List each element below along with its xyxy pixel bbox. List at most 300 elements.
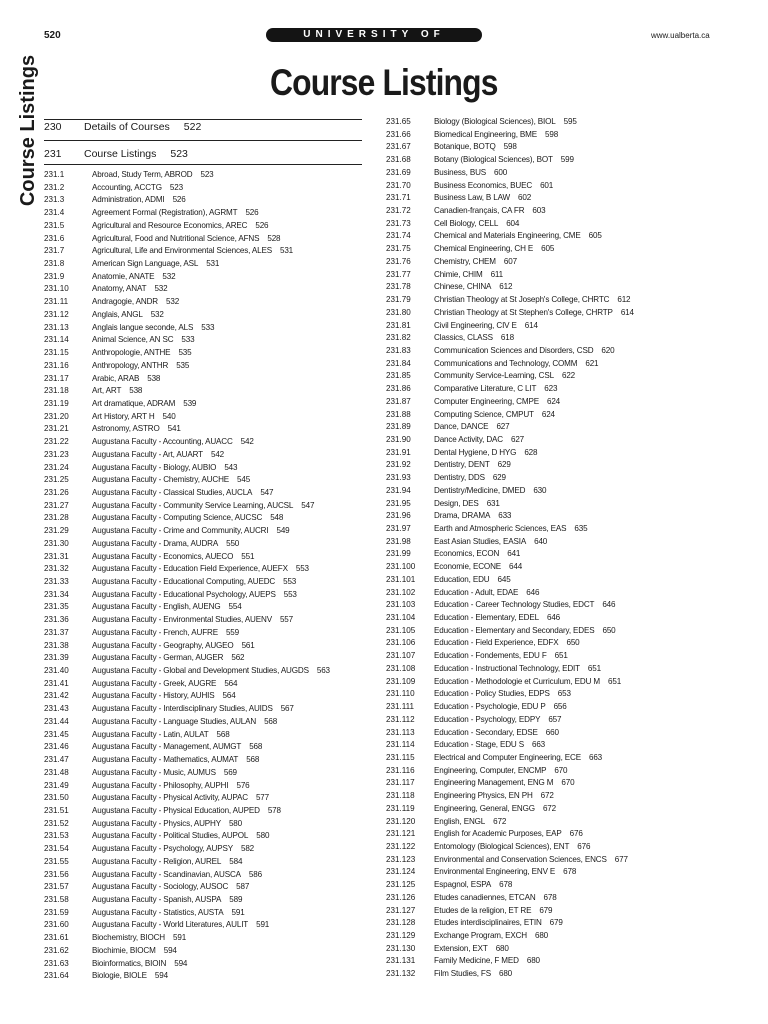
course-listing-item[interactable] xyxy=(386,650,726,663)
course-listing-item[interactable] xyxy=(386,523,726,536)
course-listing-name xyxy=(434,243,554,256)
course-listing-item[interactable] xyxy=(386,294,726,307)
course-listing-item[interactable] xyxy=(44,360,364,373)
course-listing-item[interactable] xyxy=(44,182,364,195)
course-listing-item[interactable] xyxy=(44,334,364,347)
course-listing-code: 231.25 xyxy=(44,475,69,485)
course-listing-item[interactable] xyxy=(44,716,364,729)
course-listing-page: 533 xyxy=(181,335,195,345)
course-listing-name xyxy=(92,856,242,869)
course-listing-name-text: Augustana Faculty - Computing Science, AUCSC xyxy=(92,513,263,523)
course-listing-item[interactable] xyxy=(386,218,726,231)
course-listing-code: 231.98 xyxy=(386,536,411,546)
course-listing-name-text: Augustana Faculty - Community Service Learning, AUCSL xyxy=(92,500,294,510)
course-listing-name-text: Augustana Faculty - Management, AUMGT xyxy=(92,742,242,752)
course-listing-page: 679 xyxy=(549,918,563,928)
course-listing-name-text: Biochimie, BIOCM xyxy=(92,945,156,955)
course-listing-name xyxy=(92,576,296,589)
course-listing-name-text: Computer Engineering, CMPE xyxy=(434,396,539,406)
page-title: Course Listings xyxy=(270,62,498,103)
course-listing-page: 540 xyxy=(162,411,176,421)
course-listing-name-text: Augustana Faculty - Crime and Community, AUCRI xyxy=(92,526,269,536)
course-listing-name-text: Augustana Faculty - Geography, AUGEO xyxy=(92,640,234,650)
course-listing-item[interactable] xyxy=(386,192,726,205)
course-listing-item[interactable] xyxy=(386,714,726,727)
course-list-left xyxy=(44,169,364,983)
course-listing-item[interactable] xyxy=(386,879,726,892)
course-listing-code: 231.84 xyxy=(386,358,411,368)
course-listing-name-text: English for Academic Purposes, EAP xyxy=(434,829,562,839)
course-listing-page: 589 xyxy=(229,894,243,904)
course-listing-code: 231.124 xyxy=(386,867,416,877)
course-listing-name xyxy=(434,129,558,142)
course-listing-name xyxy=(92,601,242,614)
course-listing-name xyxy=(434,459,511,472)
course-listing-name-text: Comparative Literature, C LIT xyxy=(434,384,537,394)
course-listing-item[interactable] xyxy=(386,943,726,956)
course-listing-name-text: Business Economics, BUEC xyxy=(434,180,533,190)
course-listing-page: 576 xyxy=(236,780,250,790)
course-listing-name xyxy=(434,230,602,243)
course-listing-name xyxy=(434,218,519,231)
course-listing-item[interactable] xyxy=(44,856,364,869)
course-listing-page: 584 xyxy=(229,856,243,866)
course-listing-item[interactable] xyxy=(44,271,364,284)
course-listing-item[interactable] xyxy=(44,220,364,233)
course-listing-item[interactable] xyxy=(44,525,364,538)
course-listing-code: 231.68 xyxy=(386,155,411,165)
course-listing-item[interactable] xyxy=(386,905,726,918)
course-listing-name-text: Augustana Faculty - Art, AUART xyxy=(92,449,203,459)
course-listing-item[interactable] xyxy=(386,917,726,930)
course-listing-item[interactable] xyxy=(386,866,726,879)
course-listing-name-text: Agreement Formal (Registration), AGRMT xyxy=(92,208,238,218)
course-listing-name-text: Espagnol, ESPA xyxy=(434,880,492,890)
course-listing-item[interactable] xyxy=(44,487,364,500)
course-listing-name xyxy=(92,627,239,640)
course-listing-item[interactable] xyxy=(44,627,364,640)
course-listing-item[interactable] xyxy=(386,574,726,587)
course-listing-item[interactable] xyxy=(44,805,364,818)
course-listing-name xyxy=(434,739,545,752)
course-listing-page: 564 xyxy=(224,678,238,688)
course-listing-code: 231.17 xyxy=(44,373,69,383)
course-listing-page: 532 xyxy=(150,309,164,319)
course-listing-name xyxy=(92,322,214,335)
course-listing-item[interactable] xyxy=(386,472,726,485)
course-listing-item[interactable] xyxy=(44,474,364,487)
course-listing-code: 231.48 xyxy=(44,767,69,777)
course-listing-name-text: Biologie, BIOLE xyxy=(92,971,147,981)
course-listing-name xyxy=(434,905,552,918)
course-listing-item[interactable] xyxy=(386,447,726,460)
course-listing-code: 231.109 xyxy=(386,676,416,686)
course-listing-code: 231.37 xyxy=(44,627,69,637)
course-listing-item[interactable] xyxy=(386,701,726,714)
course-listing-item[interactable] xyxy=(386,358,726,371)
course-listing-item[interactable] xyxy=(386,320,726,333)
course-listing-name-text: Augustana Faculty - Psychology, AUPSY xyxy=(92,844,233,854)
course-listing-item[interactable] xyxy=(44,919,364,932)
course-listing-code: 231.52 xyxy=(44,818,69,828)
course-listing-name-text: Etudes interdisciplinaires, ETIN xyxy=(434,918,542,928)
course-listing-item[interactable] xyxy=(44,843,364,856)
course-listing-item[interactable] xyxy=(386,828,726,841)
course-listing-name-text: Engineering, General, ENGG xyxy=(434,803,535,813)
course-listing-item[interactable] xyxy=(44,729,364,742)
course-listing-item[interactable] xyxy=(386,205,726,218)
course-listing-name-text: Augustana Faculty - Religion, AUREL xyxy=(92,856,222,866)
course-listing-item[interactable] xyxy=(44,258,364,271)
course-listing-item[interactable] xyxy=(44,309,364,322)
course-listing-item[interactable] xyxy=(44,194,364,207)
course-listing-item[interactable] xyxy=(44,601,364,614)
course-listing-item[interactable] xyxy=(386,625,726,638)
course-listing-code: 231.2 xyxy=(44,182,65,192)
course-listing-item[interactable] xyxy=(386,485,726,498)
course-listing-code: 231.102 xyxy=(386,587,416,597)
course-listing-item[interactable] xyxy=(44,551,364,564)
course-listing-item[interactable] xyxy=(386,854,726,867)
course-listing-item[interactable] xyxy=(386,141,726,154)
course-listing-item[interactable] xyxy=(386,396,726,409)
course-listing-page: 594 xyxy=(154,971,168,981)
course-listing-item[interactable] xyxy=(386,803,726,816)
course-listing-name xyxy=(92,869,262,882)
course-listing-code: 231.16 xyxy=(44,360,69,370)
course-listing-name-text: Augustana Faculty - French, AUFRE xyxy=(92,627,218,637)
course-listing-item[interactable] xyxy=(44,945,364,958)
course-listing-item[interactable] xyxy=(44,449,364,462)
toc-page: 523 xyxy=(170,148,188,160)
course-listing-page: 611 xyxy=(490,269,504,279)
course-listing-page: 624 xyxy=(541,409,555,419)
course-listing-item[interactable] xyxy=(44,958,364,971)
course-listing-name-text: Andragogie, ANDR xyxy=(92,297,158,307)
course-listing-item[interactable] xyxy=(386,243,726,256)
course-listing-item[interactable] xyxy=(386,370,726,383)
course-listing-code: 231.23 xyxy=(44,449,69,459)
course-listing-name xyxy=(434,294,630,307)
course-listing-item[interactable] xyxy=(386,383,726,396)
course-listing-item[interactable] xyxy=(44,207,364,220)
course-listing-page: 629 xyxy=(497,460,511,470)
course-listing-code: 231.107 xyxy=(386,651,416,661)
course-listing-name-text: Augustana Faculty - History, AUHIS xyxy=(92,691,215,701)
course-listing-item[interactable] xyxy=(386,663,726,676)
toc-entry-details[interactable] xyxy=(44,121,362,139)
course-listing-code: 231.20 xyxy=(44,411,69,421)
course-listing-item[interactable] xyxy=(386,955,726,968)
course-listing-name-text: Anatomy, ANAT xyxy=(92,284,147,294)
course-listing-item[interactable] xyxy=(44,932,364,945)
course-listing-page: 614 xyxy=(524,320,538,330)
course-listing-item[interactable] xyxy=(44,703,364,716)
course-listing-item[interactable] xyxy=(386,727,726,740)
side-title-text: Course Listings xyxy=(17,54,40,206)
course-listing-item[interactable] xyxy=(386,637,726,650)
course-listing-name-text: Augustana Faculty - Drama, AUDRA xyxy=(92,538,219,548)
course-listing-item[interactable] xyxy=(386,587,726,600)
course-listing-item[interactable] xyxy=(44,576,364,589)
course-listing-name xyxy=(92,398,196,411)
course-listing-name xyxy=(434,281,512,294)
course-listing-item[interactable] xyxy=(44,462,364,475)
toc-page: 522 xyxy=(183,121,202,133)
course-listing-code: 231.83 xyxy=(386,345,411,355)
course-listing-name-text: Administration, ADMI xyxy=(92,195,165,205)
course-listing-code: 231.81 xyxy=(386,320,411,330)
course-listing-item[interactable] xyxy=(44,780,364,793)
course-listing-name-text: Chemistry, CHEM xyxy=(434,256,496,266)
course-listing-name xyxy=(434,701,567,714)
course-listing-item[interactable] xyxy=(44,869,364,882)
course-list-right xyxy=(386,116,726,981)
course-listing-item[interactable] xyxy=(386,421,726,434)
course-listing-item[interactable] xyxy=(386,816,726,829)
course-listing-code: 231.31 xyxy=(44,551,69,561)
course-listing-name-text: Arabic, ARAB xyxy=(92,373,140,383)
university-banner: UNIVERSITY OF ALBERTA xyxy=(266,28,482,42)
course-listing-item[interactable] xyxy=(44,563,364,576)
course-listing-page: 670 xyxy=(561,778,575,788)
course-listing-item[interactable] xyxy=(386,434,726,447)
course-listing-page: 646 xyxy=(526,587,540,597)
course-listing-code: 231.125 xyxy=(386,880,416,890)
course-listing-name xyxy=(92,436,254,449)
toc-number: 230 xyxy=(44,121,62,133)
course-listing-page: 607 xyxy=(503,256,517,266)
course-listing-item[interactable] xyxy=(386,345,726,358)
course-listing-item[interactable] xyxy=(44,792,364,805)
course-listing-item[interactable] xyxy=(386,256,726,269)
course-listing-page: 526 xyxy=(255,220,269,230)
course-listing-name-text: Augustana Faculty - Classical Studies, AUCLA xyxy=(92,487,253,497)
course-listing-item[interactable] xyxy=(44,347,364,360)
course-listing-name-text: Communications and Technology, COMM xyxy=(434,358,578,368)
page-number: 520 xyxy=(44,30,61,41)
course-listing-name xyxy=(434,930,548,943)
course-listing-code: 231.66 xyxy=(386,129,411,139)
course-listing-name-text: Family Medicine, F MED xyxy=(434,956,519,966)
course-listing-page: 646 xyxy=(546,613,561,623)
course-listing-code: 231.36 xyxy=(44,615,69,625)
course-listing-name-text: Augustana Faculty - Physics, AUPHY xyxy=(92,818,221,828)
course-listing-name xyxy=(434,777,574,790)
course-listing-code: 231.6 xyxy=(44,233,65,243)
toc-bottom-rule xyxy=(44,164,362,165)
course-listing-code: 231.29 xyxy=(44,526,69,536)
course-listing-name xyxy=(92,347,192,360)
course-listing-page: 618 xyxy=(500,333,514,343)
course-listing-item[interactable] xyxy=(386,269,726,282)
course-listing-code: 231.53 xyxy=(44,831,69,841)
course-listing-item[interactable] xyxy=(44,233,364,246)
course-listing-item[interactable] xyxy=(386,752,726,765)
course-listing-item[interactable] xyxy=(44,614,364,627)
course-listing-item[interactable] xyxy=(386,688,726,701)
course-listing-item[interactable] xyxy=(44,652,364,665)
course-listing-page: 635 xyxy=(574,524,588,533)
course-listing-item[interactable] xyxy=(386,498,726,511)
course-listing-name xyxy=(434,752,602,765)
course-listing-name xyxy=(92,894,242,907)
course-listing-page: 532 xyxy=(166,297,180,307)
course-listing-item[interactable] xyxy=(386,116,726,129)
course-listing-name xyxy=(92,309,164,322)
course-listing-item[interactable] xyxy=(44,907,364,920)
course-listing-item[interactable] xyxy=(386,510,726,523)
course-listing-name xyxy=(92,589,297,602)
course-listing-item[interactable] xyxy=(44,818,364,831)
course-listing-item[interactable] xyxy=(44,538,364,551)
course-listing-item[interactable] xyxy=(386,765,726,778)
course-listing-item[interactable] xyxy=(44,398,364,411)
course-listing-item[interactable] xyxy=(44,830,364,843)
course-listing-name xyxy=(434,485,546,498)
course-listing-page: 630 xyxy=(533,485,547,495)
course-listing-page: 678 xyxy=(543,892,557,902)
course-listing-page: 646 xyxy=(602,600,616,610)
course-listing-page: 680 xyxy=(495,943,509,953)
course-listing-name xyxy=(434,574,511,587)
course-listing-page: 599 xyxy=(560,155,574,165)
course-listing-item[interactable] xyxy=(386,536,726,549)
course-listing-code: 231.95 xyxy=(386,498,411,508)
course-listing-item[interactable] xyxy=(44,678,364,691)
course-listing-code: 231.46 xyxy=(44,742,69,752)
course-listing-name xyxy=(92,373,160,386)
course-listing-name xyxy=(434,650,568,663)
course-listing-item[interactable] xyxy=(44,512,364,525)
course-listing-code: 231.26 xyxy=(44,487,69,497)
course-listing-item[interactable] xyxy=(386,548,726,561)
course-listing-item[interactable] xyxy=(386,167,726,180)
course-listing-page: 663 xyxy=(588,752,603,762)
course-listing-item[interactable] xyxy=(44,423,364,436)
course-listing-code: 231.14 xyxy=(44,335,69,345)
course-listing-name-text: Agricultural and Resource Economics, AREC xyxy=(92,220,248,230)
course-listing-code: 231.51 xyxy=(44,805,69,815)
course-listing-name xyxy=(92,741,262,754)
course-listing-name-text: Botanique, BOTQ xyxy=(434,142,496,152)
course-listing-item[interactable] xyxy=(386,154,726,167)
course-listing-name-text: Anglais, ANGL xyxy=(92,309,143,319)
course-listing-item[interactable] xyxy=(386,459,726,472)
course-listing-item[interactable] xyxy=(44,665,364,678)
course-listing-item[interactable] xyxy=(386,676,726,689)
course-listing-name-text: Dentistry, DDS xyxy=(434,473,485,483)
course-listing-item[interactable] xyxy=(386,892,726,905)
course-listing-item[interactable] xyxy=(44,894,364,907)
course-listing-code: 231.120 xyxy=(386,816,416,826)
course-listing-item[interactable] xyxy=(44,322,364,335)
course-listing-item[interactable] xyxy=(386,612,726,625)
course-listing-name-text: Augustana Faculty - Education Field Experience, AUEFX xyxy=(92,564,288,574)
course-listing-name-text: Augustana Faculty - World Literatures, AULIT xyxy=(92,920,249,930)
course-listing-item[interactable] xyxy=(386,409,726,422)
course-listing-page: 539 xyxy=(183,398,197,408)
course-listing-item[interactable] xyxy=(386,739,726,752)
course-listing-name xyxy=(92,640,255,653)
course-listing-name-text: Education - Methodologie et Curriculum, EDU M xyxy=(434,676,600,686)
course-listing-page: 535 xyxy=(178,348,192,358)
course-listing-item[interactable] xyxy=(386,777,726,790)
course-listing-name-text: Environmental Engineering, ENV E xyxy=(434,867,556,877)
course-listing-name-text: Education - Elementary, EDEL xyxy=(434,613,539,623)
course-listing-name xyxy=(92,487,273,500)
course-listing-item[interactable] xyxy=(44,169,364,182)
course-listing-page: 532 xyxy=(154,284,168,294)
course-listing-name xyxy=(92,652,244,665)
course-listing-item[interactable] xyxy=(44,283,364,296)
course-listing-item[interactable] xyxy=(386,841,726,854)
course-listing-item[interactable] xyxy=(44,690,364,703)
course-listing-name xyxy=(92,754,259,767)
course-listing-item[interactable] xyxy=(386,307,726,320)
course-listing-item[interactable] xyxy=(44,296,364,309)
course-listing-name xyxy=(92,474,250,487)
course-listing-code: 231.44 xyxy=(44,716,69,726)
course-listing-code: 231.129 xyxy=(386,931,416,940)
course-listing-page: 601 xyxy=(540,180,554,190)
course-listing-item[interactable] xyxy=(44,881,364,894)
course-listing-item[interactable] xyxy=(386,230,726,243)
course-listing-item[interactable] xyxy=(386,180,726,193)
course-listing-item[interactable] xyxy=(44,245,364,258)
course-listing-item[interactable] xyxy=(386,968,726,981)
course-listing-item[interactable] xyxy=(386,599,726,612)
course-listing-page: 623 xyxy=(544,384,558,394)
course-listing-item[interactable] xyxy=(44,754,364,767)
course-listing-item[interactable] xyxy=(44,436,364,449)
course-listing-name xyxy=(92,932,186,945)
course-listing-code: 231.47 xyxy=(44,755,69,765)
course-listing-name xyxy=(434,370,575,383)
course-listing-item[interactable] xyxy=(386,790,726,803)
course-listing-item[interactable] xyxy=(44,373,364,386)
course-listing-item[interactable] xyxy=(386,129,726,142)
course-listing-item[interactable] xyxy=(44,385,364,398)
course-listing-name-text: East Asian Studies, EASIA xyxy=(434,536,527,546)
course-listing-item[interactable] xyxy=(44,411,364,424)
course-listing-item[interactable] xyxy=(44,500,364,513)
course-listing-name-text: Augustana Faculty - Economics, AUECO xyxy=(92,551,234,561)
course-listing-name xyxy=(92,729,230,742)
course-listing-name xyxy=(434,345,614,358)
course-listing-item[interactable] xyxy=(44,640,364,653)
course-listing-code: 231.18 xyxy=(44,386,69,396)
course-listing-page: 605 xyxy=(588,231,602,241)
course-listing-name xyxy=(434,498,500,511)
course-listing-item[interactable] xyxy=(44,970,364,983)
course-listing-item[interactable] xyxy=(44,589,364,602)
site-url[interactable]: www.ualberta.ca xyxy=(651,31,710,40)
course-listing-item[interactable] xyxy=(44,767,364,780)
course-listing-page: 523 xyxy=(169,182,183,192)
course-listing-item[interactable] xyxy=(44,741,364,754)
course-listing-item[interactable] xyxy=(386,930,726,943)
course-listing-page: 604 xyxy=(506,218,520,228)
course-listing-code: 231.103 xyxy=(386,600,416,610)
course-listing-name xyxy=(92,334,194,347)
course-listing-item[interactable] xyxy=(386,281,726,294)
course-listing-name xyxy=(92,919,269,932)
course-listing-item[interactable] xyxy=(386,561,726,574)
course-listing-code: 231.123 xyxy=(386,854,416,864)
course-listing-name xyxy=(434,472,506,485)
course-listing-item[interactable] xyxy=(386,332,726,345)
